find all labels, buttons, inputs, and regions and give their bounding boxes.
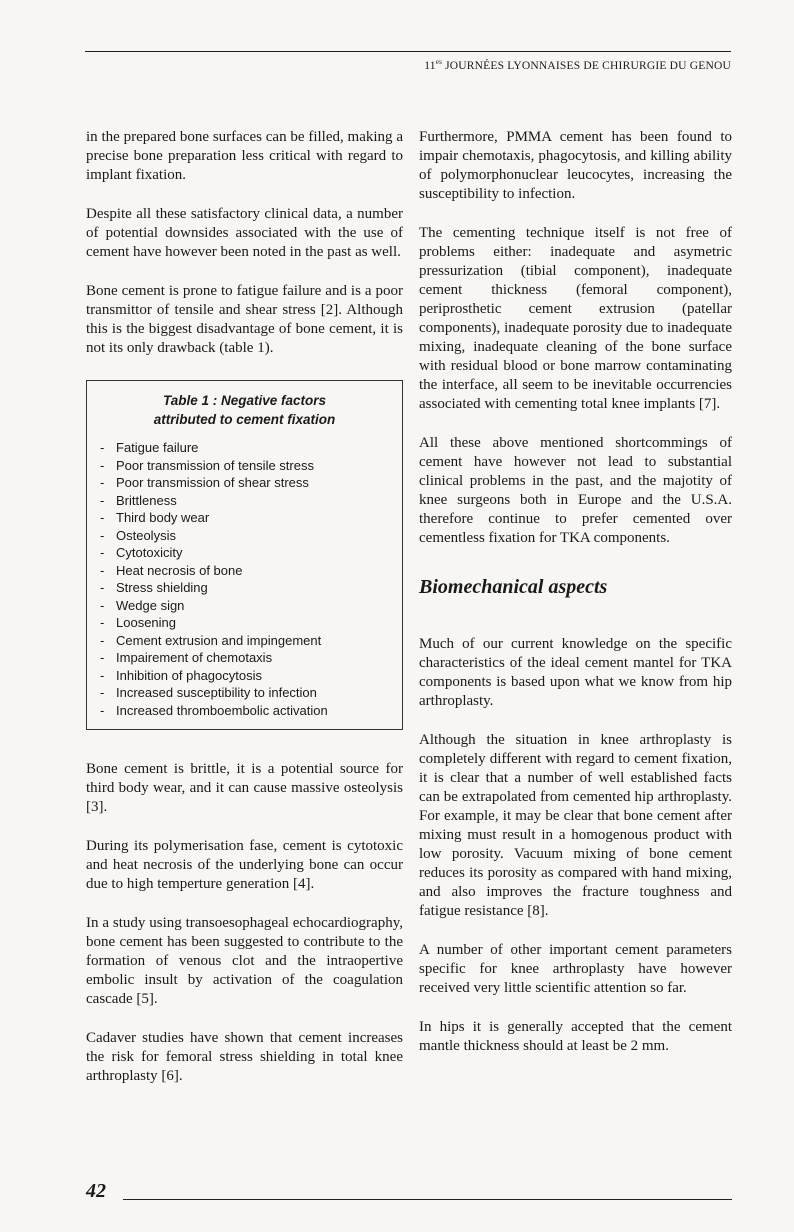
paragraph: Bone cement is prone to fatigue failure and is a poor transmittor of tensile and shear stress [2]. Although this is the biggest disadvantage of bone cement, it is not its only drawback (table 1). bbox=[86, 283, 403, 356]
table-item: - Loosening bbox=[100, 614, 392, 632]
table-item: - Heat necrosis of bone bbox=[100, 562, 392, 580]
table-item: - Poor transmission of shear stress bbox=[100, 474, 392, 492]
table-item: - Increased susceptibility to infection bbox=[100, 684, 392, 702]
paragraph: Cadaver studies have shown that cement increases the risk for femoral stress shielding in total knee arthroplasty [6]. bbox=[86, 1030, 403, 1084]
header-rule bbox=[85, 51, 731, 52]
paragraph: All these above mentioned shortcommings of cement have however not lead to substantial clinical problems in the past, and the majotity of knee surgeons both in Europe and the U.S.A. therefore continue to prefer cemented over cementless fixation for TKA components. bbox=[419, 435, 732, 546]
table-item: - Inhibition of phagocytosis bbox=[100, 667, 392, 685]
paragraph: Furthermore, PMMA cement has been found to impair chemotaxis, phagocytosis, and killing ability of polymorphonuclear leucocytes, increasing the susceptibility to infection. bbox=[419, 129, 732, 202]
table-item: - Third body wear bbox=[100, 509, 392, 527]
header-ordinal-suffix: es bbox=[435, 58, 442, 66]
table-1 bbox=[86, 380, 403, 730]
table-item: - Fatigue failure bbox=[100, 439, 392, 457]
footer-rule bbox=[123, 1199, 732, 1200]
paragraph: In a study using transoesophageal echocardiography, bone cement has been suggested to contribute to the formation of venous clot and the intraopertive embolic insult by activation of the coagulation cascade [5]. bbox=[86, 915, 403, 1007]
table-title bbox=[97, 391, 392, 429]
paragraph: During its polymerisation fase, cement is cytotoxic and heat necrosis of the underlying bone can occur due to high temperture generation [4]. bbox=[86, 838, 403, 892]
page-number: 42 bbox=[86, 1180, 106, 1202]
right-column bbox=[419, 128, 732, 1076]
table-item: - Stress shielding bbox=[100, 579, 392, 597]
table-item: - Impairement of chemotaxis bbox=[100, 649, 392, 667]
paragraph: A number of other important cement parameters specific for knee arthroplasty have however received very little scientific attention so far. bbox=[419, 942, 732, 996]
table-item: - Brittleness bbox=[100, 492, 392, 510]
table-item: - Poor transmission of tensile stress bbox=[100, 457, 392, 475]
table-title-line: attributed to cement fixation bbox=[153, 412, 336, 427]
paragraph: in the prepared bone surfaces can be filled, making a precise bone preparation less critical with regard to implant fixation. bbox=[86, 129, 403, 183]
table-item: - Increased thromboembolic activation bbox=[100, 702, 392, 720]
table-item: - Cement extrusion and impingement bbox=[100, 632, 392, 650]
paragraph: Much of our current knowledge on the specific characteristics of the ideal cement mantel for TKA components is based upon what we know from hip arthroplasty. bbox=[419, 636, 732, 709]
header-title: JOURNÉES LYONNAISES DE CHIRURGIE DU GENOU bbox=[442, 59, 731, 72]
paragraph: Although the situation in knee arthroplasty is completely different with regard to cement fixation, it is clear that a number of well established facts can be extrapolated from cemented hip arthroplasty. For example, it may be clear that bone cement after mixing must result in a homogenous product with low porosity. Vacuum mixing of bone cement reduces its porosity as compared with hand mixing, and also improves the fracture toughness and fatigue resistance [8]. bbox=[419, 732, 732, 919]
header-ordinal: 11 bbox=[424, 59, 436, 72]
table-list bbox=[97, 439, 392, 719]
table-item: - Wedge sign bbox=[100, 597, 392, 615]
paragraph: In hips it is generally accepted that the cement mantle thickness should at least be 2 mm. bbox=[419, 1019, 732, 1054]
paragraph: Bone cement is brittle, it is a potential source for third body wear, and it can cause massive osteolysis [3]. bbox=[86, 761, 403, 815]
paragraph: The cementing technique itself is not free of problems either: inadequate and asymetric pressurization (tibial component), inadequate cement thickness (femoral component), periprosthetic cement extrusion (patellar components), inadequate porosity due to inadequate mixing, inadequate cleaning of the bone surface with residual blood or bone marrow contaminating the interface, all seem to be inevitable occurrencies associated with cementing total knee implants [7]. bbox=[419, 225, 732, 412]
table-item: - Osteolysis bbox=[100, 527, 392, 545]
section-heading: Biomechanical aspects bbox=[419, 576, 608, 598]
paragraph: Despite all these satisfactory clinical data, a number of potential downsides associated with the use of cement have however been noted in the past as well. bbox=[86, 206, 403, 260]
running-header bbox=[424, 58, 731, 72]
table-item: - Cytotoxicity bbox=[100, 544, 392, 562]
table-title-line: Table 1 : Negative factors bbox=[162, 393, 327, 408]
left-column bbox=[86, 128, 403, 1106]
